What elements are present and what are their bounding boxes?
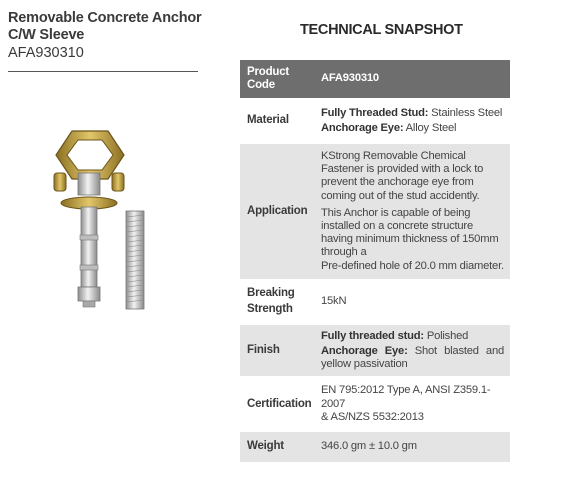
material-eye-val: Alloy Steel [403,122,457,134]
product-name-line1: Removable Concrete Anchor [8,10,202,26]
material-label: Material [240,101,313,141]
application-para2-line1: This Anchor is capable of being installed on a concrete structure having minimum thickness of 150mm through a [321,206,499,259]
certification-label: Certification [240,379,313,429]
product-code: AFA930310 [8,45,84,61]
table-row-certification [240,379,510,429]
finish-value [313,325,510,377]
certification-line1: EN 795:2012 Type A, ANSI Z359.1-2007 [321,384,491,410]
product-code-label: Product Code [240,60,313,98]
material-eye-key: Anchorage Eye: [321,122,404,134]
product-title-block [8,10,208,62]
weight-value: 346.0 gm ± 10.0 gm [313,432,510,462]
finish-stud-key: Fully threaded stud: [321,329,424,342]
table-row-application [240,144,510,279]
application-value [313,144,510,279]
table-row-breaking-strength [240,282,510,322]
title-divider [8,71,198,72]
breaking-strength-value: 15kN [313,282,510,322]
certification-line2: & AS/NZS 5532:2013 [321,410,424,423]
material-value [313,101,510,141]
finish-stud-val: Polished [423,329,469,342]
certification-value [313,379,510,429]
table-row-product-code [240,60,510,98]
material-stud-val: Stainless Steel [428,106,503,119]
breaking-strength-label [240,282,313,322]
table-row-finish [240,325,510,377]
anchor-product-image [48,125,158,315]
finish-label: Finish [240,325,313,377]
material-stud-key: Fully Threaded Stud: [321,106,429,119]
finish-eye-val: Shot blasted and yellow passivation [321,345,504,371]
breaking-label-line2: Strength [247,303,293,316]
finish-eye-key: Anchorage Eye: [321,345,408,358]
spec-table [240,60,510,462]
application-label: Application [240,144,313,279]
table-row-material [240,101,510,141]
table-row-weight [240,432,510,462]
technical-snapshot-heading: TECHNICAL SNAPSHOT [300,22,463,38]
application-para2-line2: Pre-defined hole of 20.0 mm diameter. [321,259,504,272]
product-name-line2: C/W Sleeve [8,27,85,43]
weight-label: Weight [240,432,313,462]
breaking-label-line1: Breaking [247,287,295,300]
application-para1: KStrong Removable Chemical Fastener is provided with a lock to prevent the anchorage eye from coming out of the stud accidently. [321,150,484,202]
application-para2 [321,207,504,273]
product-code-value: AFA930310 [313,60,510,98]
